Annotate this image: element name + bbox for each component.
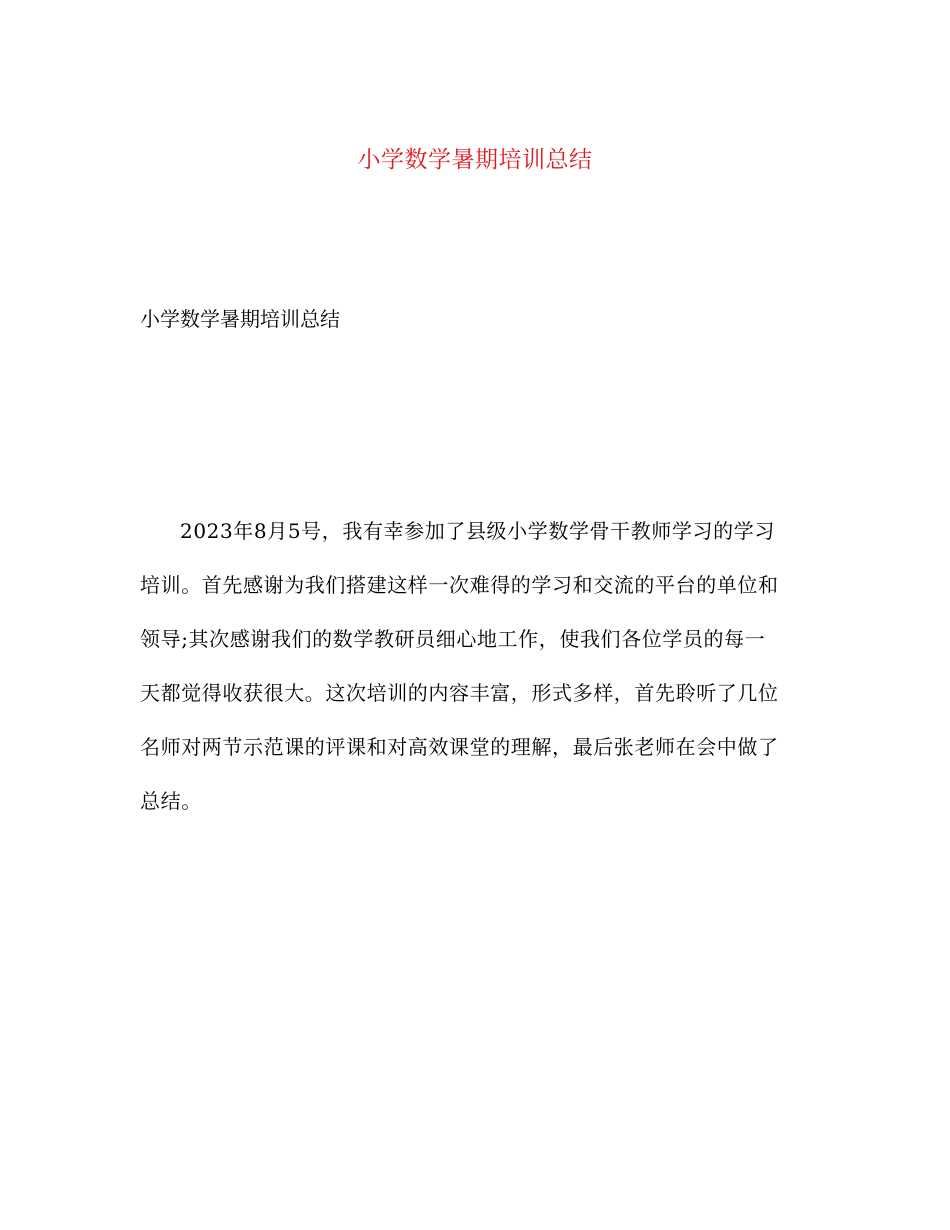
paragraph-line: 2023年8月5号，我有幸参加了县级小学数学骨干教师学习的学习 — [180, 519, 775, 543]
paragraph-line: 总结。 — [140, 789, 202, 813]
document-subtitle: 小学数学暑期培训总结 — [140, 307, 340, 331]
paragraph-line: 培训。首先感谢为我们搭建这样一次难得的学习和交流的平台的单位和 — [140, 573, 779, 597]
document-title: 小学数学暑期培训总结 — [357, 147, 593, 173]
paragraph-line: 名师对两节示范课的评课和对高效课堂的理解，最后张老师在会中做了 — [140, 735, 779, 759]
paragraph-line: 领导;其次感谢我们的数学教研员细心地工作，使我们各位学员的每一 — [140, 627, 766, 651]
body-paragraph — [140, 517, 820, 841]
paragraph-line: 天都觉得收获很大。这次培训的内容丰富，形式多样，首先聆听了几位 — [140, 681, 779, 705]
